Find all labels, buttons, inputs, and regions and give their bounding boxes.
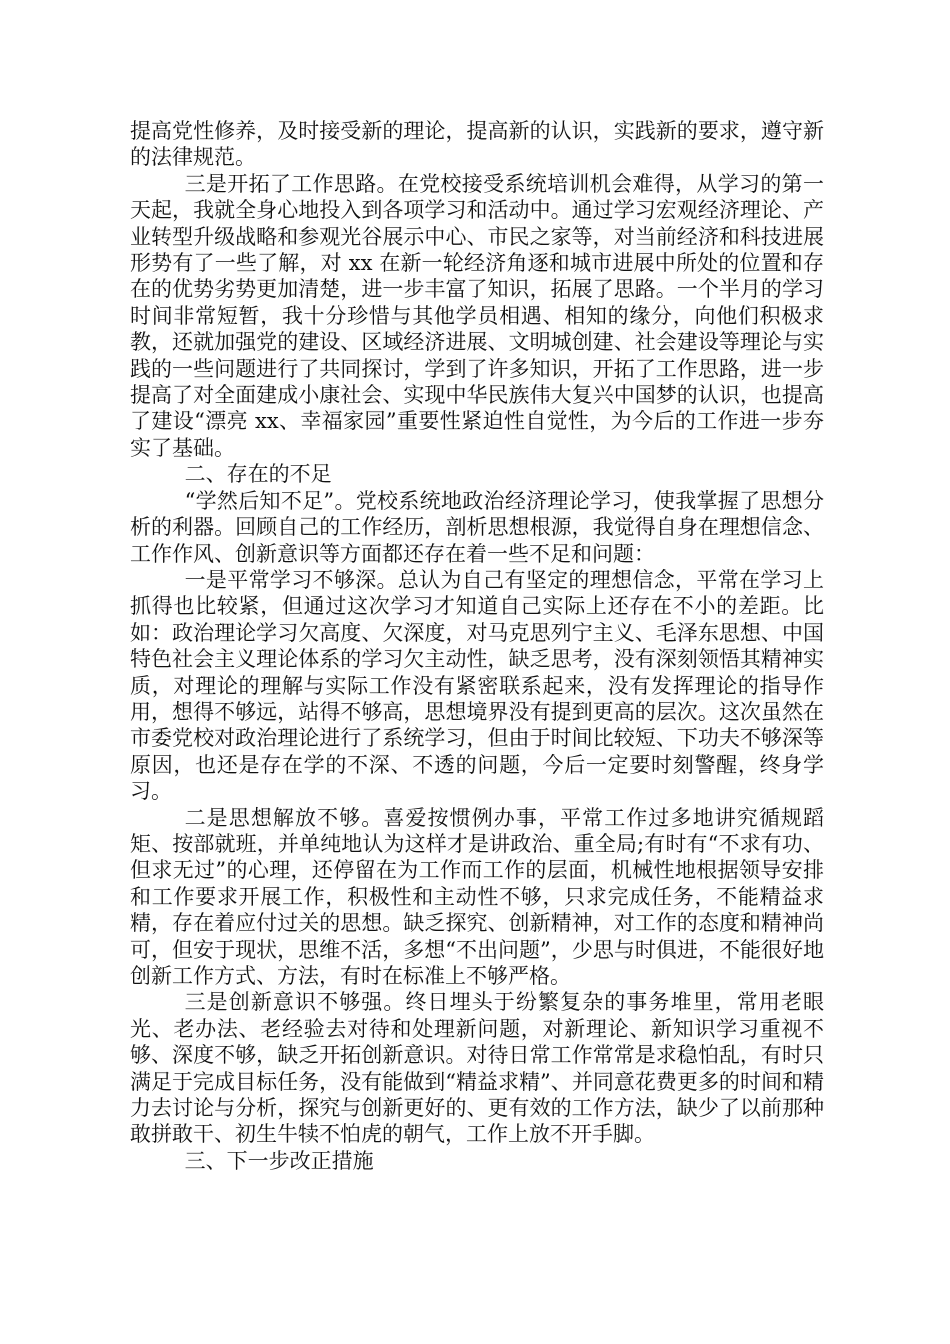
- paragraph-shortcomings-intro: “学然后知不足”。党校系统地政治经济理论学习，使我掌握了思想分析的利器。回顾自己的工作经历，剖析思想根源，我觉得自身在理想信念、工作作风、创新意识等方面都还存在着一些不足和问题：: [130, 488, 824, 566]
- document-body: [130, 118, 824, 1174]
- paragraph-intro-continuation: 提高党性修养，及时接受新的理论，提高新的认识，实践新的要求，遵守新的法律规范。: [130, 119, 824, 170]
- paragraph-thought-liberation: 二是思想解放不够。喜爱按惯例办事，平常工作过多地讲究循规蹈矩、按部就班，并单纯地认为这样才是讲政治、重全局;有时有“不求有功、但求无过”的心理，还停留在为工作而工作的层面，机械性地根据领导安排和工作要求开展工作，积极性和主动性不够，只求完成任务，不能精益求精，存在着应付过关的思想。缺乏探究、创新精神，对工作的态度和精神尚可，但安于现状，思维不活，多想“不出问题”，少思与时俱进，不能很好地创新工作方式、方法，有时在标准上不够严格。: [130, 805, 824, 988]
- paragraph-work-thinking: 三是开拓了工作思路。在党校接受系统培训机会难得，从学习的第一天起，我就全身心地投入到各项学习和活动中。通过学习宏观经济理论、产业转型升级战略和参观光谷展示中心、市民之家等，对当前经济和科技进展形势有了一些了解，对 xx 在新一轮经济角逐和城市进展中所处的位置和存在的优势劣势更加清楚，进一步丰富了知识，拓展了思路。一个半月的学习时间非常短暂，我十分珍惜与其他学员相遇、相知的缘分，向他们积极求教，还就加强党的建设、区域经济进展、文明城创建、社会建设等理论与实践的一些问题进行了共同探讨，学到了许多知识，开拓了工作思路，进一步提高了对全面建成小康社会、实现中华民族伟大复兴中国梦的认识，也提高了建设“漂亮 xx、幸福家园”重要性紧迫性自觉性，为今后的工作进一步夯实了基础。: [130, 171, 824, 460]
- section-heading-shortcomings: 二、存在的不足: [184, 462, 332, 487]
- section-heading-next-steps: 三、下一步改正措施: [184, 1148, 374, 1173]
- paragraph-study-depth: 一是平常学习不够深。总认为自己有坚定的理想信念，平常在学习上抓得也比较紧，但通过这次学习才知道自己实际上还存在不小的差距。比如：政治理论学习欠高度、欠深度，对马克思列宁主义、毛泽东思想、中国特色社会主义理论体系的学习欠主动性，缺乏思考，没有深刻领悟其精神实质，对理论的理解与实际工作没有紧密联系起来，没有发挥理论的指导作用，想得不够远，站得不够高，思想境界没有提到更高的层次。这次虽然在市委党校对政治理论进行了系统学习，但由于时间比较短、下功夫不够深等原因，也还是存在学的不深、不透的问题，今后一定要时刻警醒，终身学习。: [130, 567, 824, 804]
- paragraph-innovation: 三是创新意识不够强。终日埋头于纷繁复杂的事务堆里，常用老眼光、老办法、老经验去对待和处理新问题，对新理论、新知识学习重视不够、深度不够，缺乏开拓创新意识。对待日常工作常常是求稳怕乱，有时只满足于完成目标任务，没有能做到“精益求精”、并同意花费更多的时间和精力去讨论与分析，探究与创新更好的、更有效的工作方法，缺少了以前那种敢拼敢干、初生牛犊不怕虎的朝气，工作上放不开手脚。: [130, 990, 824, 1147]
